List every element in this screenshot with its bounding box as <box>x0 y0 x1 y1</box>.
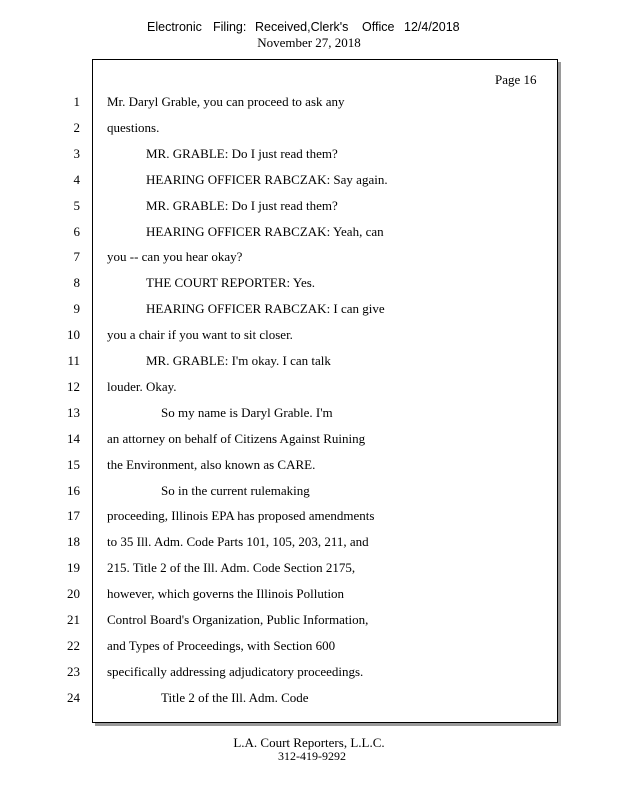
stamp-word-filing: Filing: <box>213 20 247 34</box>
line-text: Mr. Daryl Grable, you can proceed to ask any <box>107 94 345 109</box>
transcript-date: November 27, 2018 <box>257 35 361 50</box>
line-text: Control Board's Organization, Public Information, <box>107 612 369 627</box>
line-number: 19 <box>67 560 80 576</box>
line-number: 1 <box>73 94 80 109</box>
line-number: 13 <box>67 404 80 420</box>
line-number: 4 <box>73 171 80 187</box>
line-number: 10 <box>67 327 80 343</box>
page-number: Page 16 <box>495 72 537 87</box>
line-text: the Environment, also known as CARE. <box>107 456 316 472</box>
footer-phone: 312-419-9292 <box>278 749 346 763</box>
line-text: So my name is Daryl Grable. I'm <box>161 404 333 420</box>
stamp-word-date: 12/4/2018 <box>404 20 460 34</box>
stamp-word-electronic: Electronic <box>147 20 202 34</box>
line-number: 2 <box>73 119 80 135</box>
line-text: MR. GRABLE: I'm okay. I can talk <box>146 353 331 368</box>
line-text: questions. <box>107 119 160 135</box>
line-text: THE COURT REPORTER: Yes. <box>146 275 316 291</box>
line-text: to 35 Ill. Adm. Code Parts 101, 105, 203, 211, and <box>107 534 369 550</box>
line-text: Title 2 of the Ill. Adm. Code <box>161 689 309 705</box>
line-number: 7 <box>73 249 80 265</box>
line-number: 23 <box>67 663 80 679</box>
line-number: 5 <box>73 197 80 213</box>
line-text: an attorney on behalf of Citizens Against Ruining <box>107 430 366 446</box>
line-number: 14 <box>67 430 80 446</box>
line-number: 24 <box>67 689 80 705</box>
line-text: 215. Title 2 of the Ill. Adm. Code Section 2175, <box>107 560 356 576</box>
line-text: HEARING OFFICER RABCZAK: Say again. <box>146 171 388 187</box>
line-number: 16 <box>67 482 80 498</box>
line-number: 15 <box>67 456 80 472</box>
line-text: proceeding, Illinois EPA has proposed amendments <box>107 508 375 524</box>
line-text: you -- can you hear okay? <box>107 249 243 265</box>
line-number: 22 <box>67 637 80 653</box>
footer-company: L.A. Court Reporters, L.L.C. <box>233 735 385 750</box>
line-number: 3 <box>73 145 80 161</box>
line-text: MR. GRABLE: Do I just read them? <box>146 197 338 213</box>
stamp-word-office: Office <box>362 20 395 34</box>
line-text: So in the current rulemaking <box>161 482 310 498</box>
line-text: louder. Okay. <box>107 378 177 394</box>
line-text: however, which governs the Illinois Pollution <box>107 586 345 602</box>
line-number: 12 <box>67 378 80 394</box>
line-number: 8 <box>73 275 80 291</box>
line-text: specifically addressing adjudicatory proceedings. <box>107 663 364 679</box>
line-number: 6 <box>73 223 80 239</box>
line-text: MR. GRABLE: Do I just read them? <box>146 145 338 161</box>
line-number: 18 <box>67 534 80 550</box>
line-number: 20 <box>67 586 80 602</box>
line-number: 11 <box>67 353 80 368</box>
line-number: 21 <box>67 612 80 627</box>
line-number: 17 <box>67 508 80 524</box>
stamp-word-received: Received,Clerk's <box>255 20 349 34</box>
line-text: HEARING OFFICER RABCZAK: Yeah, can <box>146 223 384 239</box>
line-text: you a chair if you want to sit closer. <box>107 327 293 343</box>
line-text: HEARING OFFICER RABCZAK: I can give <box>146 301 385 317</box>
line-number: 9 <box>73 301 80 317</box>
line-text: and Types of Proceedings, with Section 600 <box>107 637 336 653</box>
